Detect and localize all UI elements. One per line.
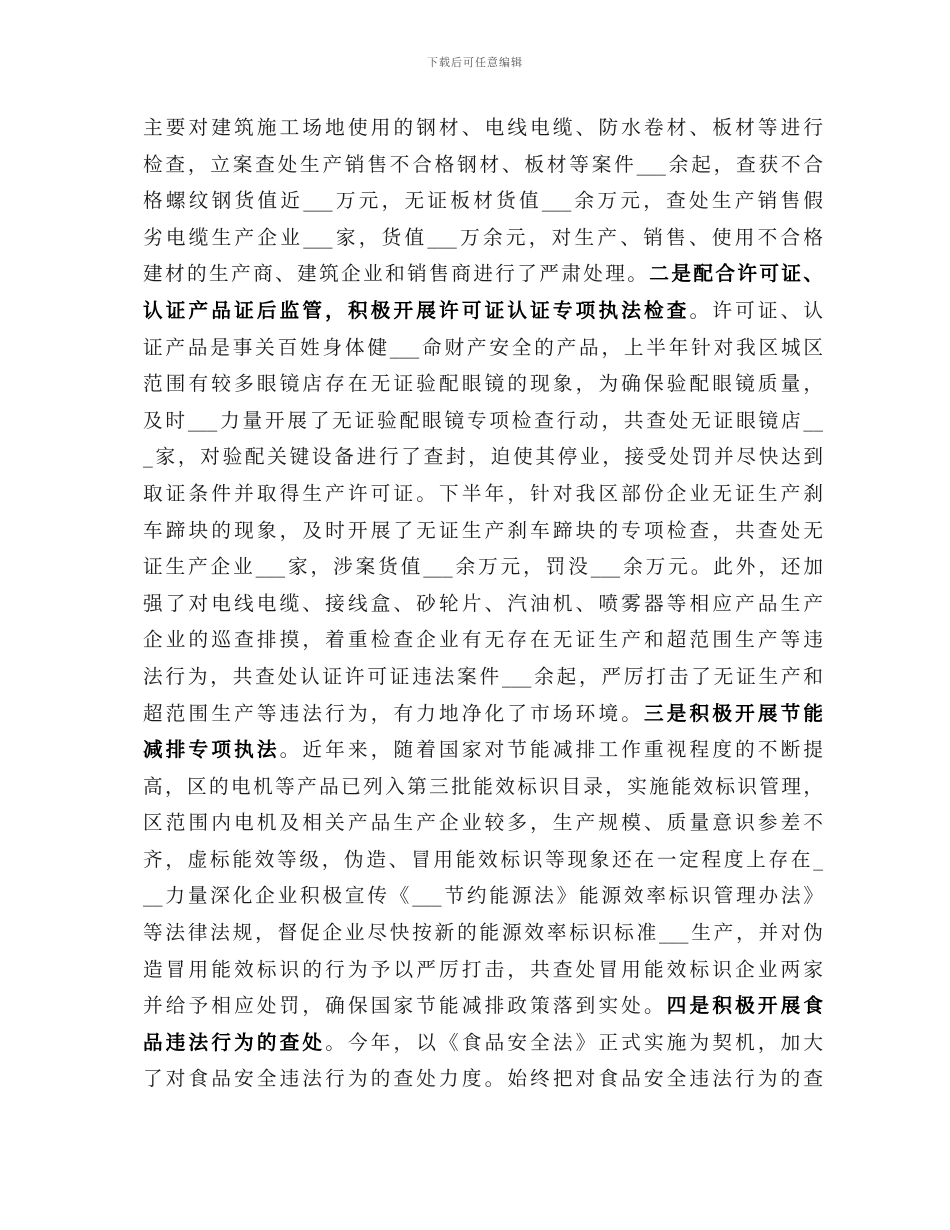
text-line — [143, 769, 823, 806]
text-line — [143, 110, 823, 147]
text-line — [143, 952, 823, 989]
text-line — [143, 732, 823, 769]
bold-text-run: 三是积极开展节能 — [644, 701, 824, 725]
text-run: 强了对电线电缆、接线盒、砂轮片、汽油机、喷雾器等相应产品生产 — [143, 591, 823, 615]
text-line — [143, 147, 823, 184]
text-line — [143, 842, 823, 879]
text-line — [143, 1061, 823, 1098]
text-run: 范围有较多眼镜店存在无证验配眼镜的现象，为确保验配眼镜质量， — [143, 372, 823, 396]
text-line — [143, 183, 823, 220]
text-run: 证产品是事关百姓身体健___命财产安全的产品，上半年针对我区城区 — [143, 335, 823, 359]
text-line — [143, 696, 823, 733]
text-run: 。近年来，随着国家对节能减排工作重视程度的不断提 — [279, 738, 824, 762]
text-run: 车蹄块的现象，及时开展了无证生产刹车蹄块的专项检查，共查处无 — [143, 518, 823, 542]
text-run: 超范围生产等违法行为，有力地净化了市场环境。 — [143, 701, 644, 725]
text-line — [143, 220, 823, 257]
text-run: 劣电缆生产企业___家，货值___万余元，对生产、销售、使用不合格 — [143, 225, 823, 249]
text-run: 证生产企业___家，涉案货值___余万元，罚没___余万元。此外，还加 — [143, 555, 823, 579]
text-run: 企业的巡查排摸，着重检查企业有无存在无证生产和超范围生产等违 — [143, 628, 823, 652]
bold-text-run: 认证产品证后监管，积极开展许可证认证专项执法检查 — [143, 298, 690, 322]
text-line — [143, 439, 823, 476]
page-header: 下载后可任意编辑 — [427, 56, 523, 69]
text-run: 主要对建筑施工场地使用的钢材、电线电缆、防水卷材、板材等进行 — [143, 116, 823, 139]
text-line — [143, 476, 823, 513]
text-line — [143, 293, 823, 330]
text-line — [143, 366, 823, 403]
text-line — [143, 1025, 823, 1062]
text-run: 并给予相应处罚，确保国家节能减排政策落到实处。 — [143, 994, 667, 1018]
text-run: 检查，立案查处生产销售不合格钢材、板材等案件___余起，查获不合 — [143, 152, 823, 176]
text-run: 区范围内电机及相关产品生产企业较多，生产规模、质量意识参差不 — [143, 811, 823, 835]
text-run: 格螺纹钢货值近___万元，无证板材货值___余万元，查处生产销售假 — [143, 189, 823, 213]
text-run: 取证条件并取得生产许可证。下半年，针对我区部份企业无证生产刹 — [143, 481, 823, 505]
bold-text-run: 四是积极开展食 — [666, 994, 824, 1018]
text-line — [143, 659, 823, 696]
text-line — [143, 330, 823, 367]
text-run: 。今年，以《食品安全法》正式实施为契机，加大 — [325, 1030, 824, 1054]
text-line — [143, 403, 823, 440]
text-line — [143, 256, 823, 293]
text-line — [143, 622, 823, 659]
text-run: 及时___力量开展了无证验配眼镜专项检查行动，共查处无证眼镜店__ — [143, 408, 823, 432]
text-run: 等法律法规，督促企业尽快按新的能源效率标识标准___生产，并对伪 — [143, 921, 823, 945]
text-run: 了对食品安全违法行为的查处力度。始终把对食品安全违法行为的查 — [143, 1067, 823, 1091]
body-text — [143, 110, 823, 1098]
text-run: 高，区的电机等产品已列入第三批能效标识目录，实施能效标识管理， — [143, 774, 823, 798]
text-line — [143, 586, 823, 623]
bold-text-run: 减排专项执法 — [143, 738, 280, 762]
text-line — [143, 549, 823, 586]
text-line — [143, 805, 823, 842]
text-run: 建材的生产商、建筑企业和销售商进行了严肃处理。 — [143, 262, 650, 286]
text-line — [143, 513, 823, 550]
text-run: 齐，虚标能效等级，伪造、冒用能效标识等现象还在一定程度上存在_ — [143, 847, 823, 871]
text-line — [143, 988, 823, 1025]
text-run: 法行为，共查处认证许可证违法案件___余起，严厉打击了无证生产和 — [143, 664, 823, 688]
text-run: 造冒用能效标识的行为予以严厉打击，共查处冒用能效标识企业两家 — [143, 957, 823, 981]
text-line — [143, 878, 823, 915]
text-line — [143, 915, 823, 952]
text-run: 。许可证、认 — [689, 298, 824, 322]
bold-text-run: 二是配合许可证、 — [649, 262, 824, 286]
text-run: _家，对验配关键设备进行了查封，迫使其停业，接受处罚并尽快达到 — [143, 445, 823, 469]
text-run: __力量深化企业积极宣传《___节约能源法》能源效率标识管理办法》 — [143, 884, 823, 908]
bold-text-run: 品违法行为的查处 — [143, 1030, 326, 1054]
